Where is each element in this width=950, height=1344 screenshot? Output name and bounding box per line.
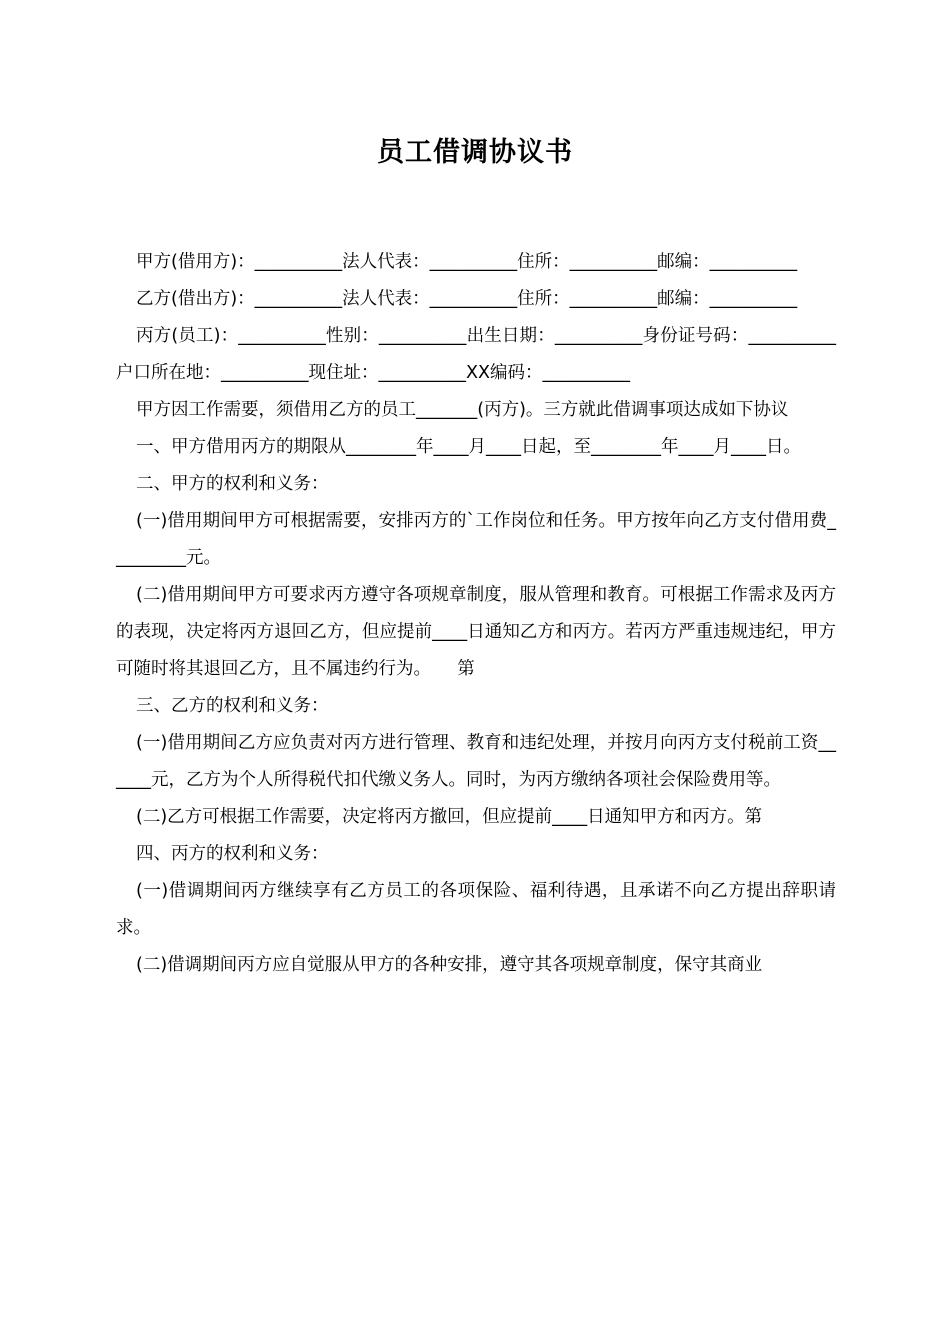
party-a-info: 甲方(借用方)：__________法人代表：__________住所：__________邮编：__________ <box>136 252 798 272</box>
clause-c-1: (一)借调期间丙方继续享有乙方员工的各项保险、福利待遇，且承诺不向乙方提出辞职请求。 <box>116 881 836 938</box>
clause-b-2: (二)乙方可根据工作需要，决定将丙方撤回，但应提前____日通知甲方和丙方。第 <box>136 807 763 827</box>
clause-a-1: (一)借用期间甲方可根据需要，安排丙方的`工作岗位和任务。甲方按年向乙方支付借用费_________元。 <box>116 511 836 568</box>
document-body <box>116 244 836 984</box>
section-heading-party-b: 三、乙方的权利和义务： <box>136 696 329 716</box>
document-title: 员工借调协议书 <box>377 137 573 168</box>
clause-b-1: (一)借用期间乙方应负责对丙方进行管理、教育和违纪处理，并按月向丙方支付税前工资______元，乙方为个人所得税代扣代缴义务人。同时，为丙方缴纳各项社会保险费用等。 <box>116 733 836 790</box>
clause-a-2: (二)借用期间甲方可要求丙方遵守各项规章制度，服从管理和教育。可根据工作需求及丙方的表现，决定将丙方退回乙方，但应提前____日通知乙方和丙方。若丙方严重违规违纪，甲方可随时将其退回乙方，且不属违约行为。 第 <box>116 585 836 679</box>
clause-c-2: (二)借调期间丙方应自觉服从甲方的各种安排，遵守其各项规章制度，保守其商业 <box>136 955 763 975</box>
section-heading-party-a: 二、甲方的权利和义务： <box>136 474 329 494</box>
party-b-info: 乙方(借出方)：__________法人代表：__________住所：__________邮编：__________ <box>136 289 798 309</box>
section-heading-party-c: 四、丙方的权利和义务： <box>136 844 329 864</box>
preamble: 甲方因工作需要，须借用乙方的员工_______(丙方)。三方就此借调事项达成如下协议 <box>136 400 789 420</box>
party-c-info: 丙方(员工)：__________性别：__________出生日期：__________身份证号码：__________户口所在地：__________现住址：__________XX编码：__________ <box>116 326 836 383</box>
clause-1-term: 一、甲方借用丙方的期限从________年____月____日起，至________年____月____日。 <box>136 437 801 457</box>
